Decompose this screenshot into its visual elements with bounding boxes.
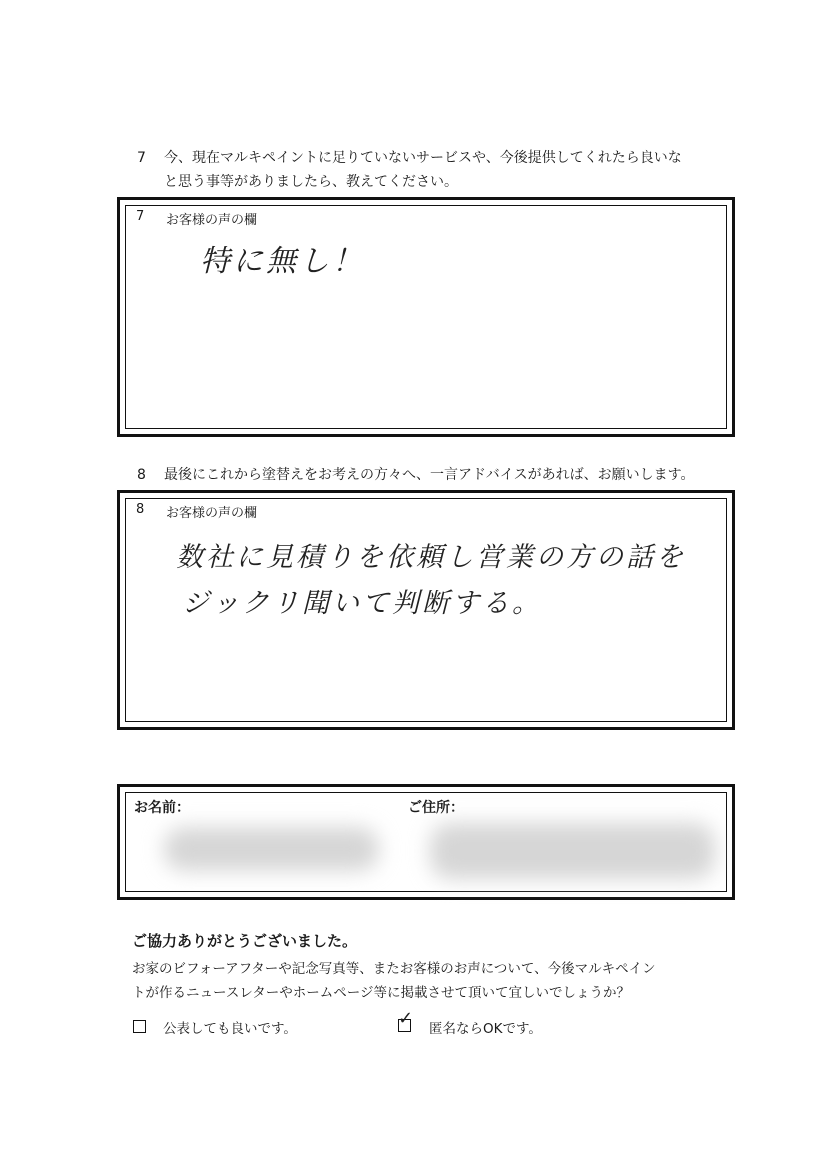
- answer-box-8: [117, 490, 735, 730]
- question-number: 7: [137, 150, 146, 166]
- publish-ok-checkbox[interactable]: [133, 1020, 146, 1033]
- redacted-address: [430, 823, 715, 879]
- anonymous-ok-label: 匿名ならOKです。: [429, 1021, 542, 1037]
- question-text-line1: 最後にこれから塗替えをお考えの方々へ、一言アドバイスがあれば、お願いします。: [164, 467, 695, 483]
- box-label: お客様の声の欄: [166, 213, 258, 228]
- anonymous-ok-checkbox[interactable]: [398, 1008, 414, 1032]
- box-number: 8: [136, 502, 145, 517]
- redacted-name: [164, 827, 379, 871]
- customer-info-box: [117, 784, 735, 900]
- question-7: [137, 146, 757, 196]
- thanks-heading: ご協力ありがとうございました。: [132, 932, 358, 950]
- consent-question-line2: トが作るニュースレターやホームページ等に掲載させて頂いて宜しいでしょうか？: [132, 985, 631, 1001]
- address-label: ご住所：: [408, 800, 464, 816]
- handwritten-answer: 特に無し！: [200, 244, 365, 279]
- answer-box-7: [117, 197, 735, 437]
- name-label: お名前：: [134, 800, 190, 816]
- checkmark-icon: ✓: [398, 1008, 414, 1029]
- box-label: お客様の声の欄: [166, 506, 258, 521]
- question-number: 8: [137, 467, 146, 483]
- question-text-line2: と思う事等がありましたら、教えてください。: [164, 174, 458, 190]
- question-text-line1: 今、現在マルキペイントに足りていないサービスや、今後提供してくれたら良いな: [164, 150, 682, 166]
- handwritten-answer-line2: ジックリ聞いて判断する。: [182, 588, 542, 619]
- question-8: [137, 463, 757, 489]
- handwritten-answer-line1: 数社に見積りを依頼し営業の方の話を: [176, 542, 686, 573]
- publish-ok-label: 公表しても良いです。: [163, 1021, 297, 1037]
- consent-question-line1: お家のビフォーアフターや記念写真等、またお客様のお声について、今後マルキペイン: [132, 961, 656, 977]
- box-number: 7: [136, 209, 145, 224]
